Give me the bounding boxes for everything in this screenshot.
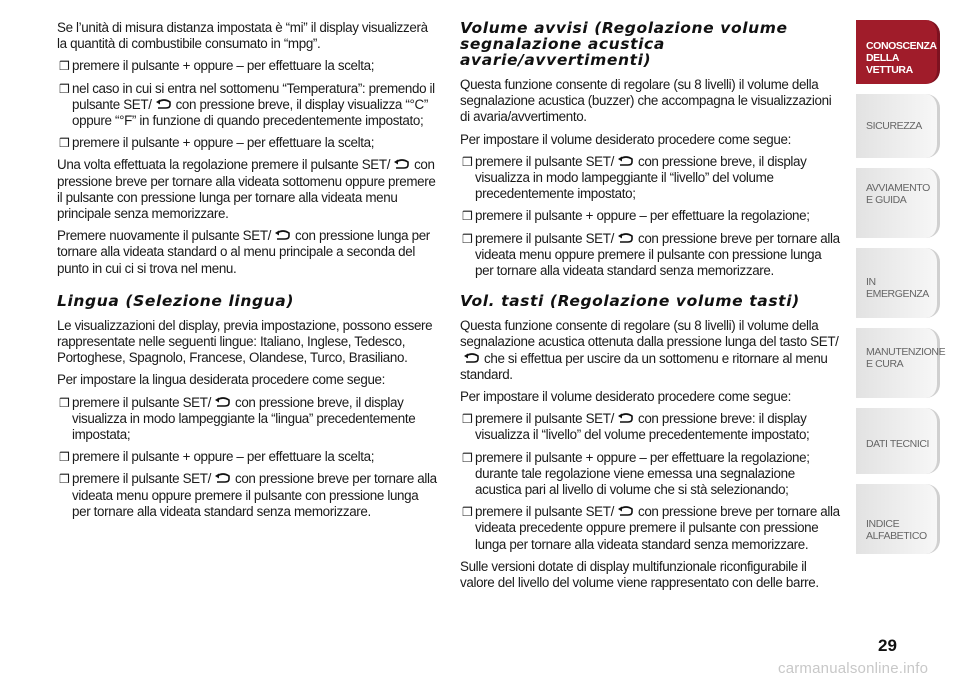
- return-arrow-icon: [213, 397, 233, 408]
- right-column: [460, 20, 842, 597]
- paragraph: Per impostare il volume desiderato procedere come segue:: [460, 389, 791, 405]
- checkbox-bullet-icon: ❒: [59, 59, 70, 74]
- checkbox-bullet-icon: ❒: [462, 154, 473, 169]
- list-item: ❒ premere il pulsante SET/ con pressione breve per tornare alla videata precedente oppure premere il pulsante con pressione lunga per tornare alla videata standard senza memorizzare.: [462, 504, 840, 552]
- list-item: ❒ premere il pulsante + oppure – per effettuare la regolazione;: [462, 208, 810, 224]
- checkbox-bullet-icon: ❒: [462, 412, 473, 427]
- tab-sicurezza[interactable]: SICUREZZA: [856, 94, 940, 158]
- paragraph: Per impostare la lingua desiderata procedere come segue:: [57, 372, 386, 388]
- list-item: ❒ premere il pulsante SET/ con pressione breve per tornare alla videata menu oppure premere il pulsante con pressione lunga per tornare alla videata standard senza memorizzare.: [59, 471, 437, 519]
- tab-conoscenza-della-vettura[interactable]: CONOSCENZA DELLA VETTURA: [856, 20, 940, 84]
- paragraph: Questa funzione consente di regolare (su 8 livelli) il volume della segnalazione acustica ottenuta dalla pressione lunga del tasto SET/ che si effettua per uscire da un sottomenu e ritornare al menu standard.: [460, 318, 839, 382]
- paragraph: Per impostare il volume desiderato procedere come segue:: [460, 131, 791, 147]
- checkbox-bullet-icon: ❒: [59, 81, 70, 96]
- list-item: ❒ premere il pulsante + oppure – per effettuare la scelta;: [59, 135, 375, 151]
- return-arrow-icon: [616, 156, 636, 167]
- return-arrow-icon: [213, 473, 233, 484]
- return-arrow-icon: [616, 506, 636, 517]
- checkbox-bullet-icon: ❒: [462, 450, 473, 465]
- list-item: ❒ premere il pulsante + oppure – per effettuare la scelta;: [59, 449, 375, 465]
- left-column: [57, 20, 439, 526]
- return-arrow-icon: [273, 230, 293, 241]
- section-heading: Volume avvisi (Regolazione volume segnalazione acustica avarie/avvertimenti): [460, 19, 788, 69]
- list-item: ❒ premere il pulsante SET/ con pressione breve, il display visualizza in modo lampeggiante il “livello” del volume precedentemente impostato;: [462, 153, 807, 202]
- return-arrow-icon: [462, 353, 482, 364]
- list-item: ❒ premere il pulsante + oppure – per effettuare la scelta;: [59, 58, 375, 74]
- page-number: 29: [878, 636, 897, 655]
- paragraph: Questa funzione consente di regolare (su 8 livelli) il volume della segnalazione acustica (buzzer) che accompagna le visualizzazioni di avaria/avvertimento.: [460, 77, 832, 125]
- checkbox-bullet-icon: ❒: [462, 505, 473, 520]
- list-item: ❒ premere il pulsante SET/ con pressione breve, il display visualizza in modo lampeggiante la “lingua” precedentemente impostata;: [59, 394, 416, 443]
- paragraph: Le visualizzazioni del display, previa impostazione, possono essere rappresentate nelle seguenti lingue: Italiano, Inglese, Tedesco, Portoghese, Spagnolo, Francese, Olandese, Turco, Brasiliano.: [57, 317, 433, 366]
- list-item: ❒ nel caso in cui si entra nel sottomenu “Temperatura”: premendo il pulsante SET/ con pressione breve, il display visualizza “°C” oppure “°F” in funzione di quando precedentemente impostato;: [59, 80, 435, 129]
- checkbox-bullet-icon: ❒: [59, 472, 70, 487]
- checkbox-bullet-icon: ❒: [59, 136, 70, 151]
- checkbox-bullet-icon: ❒: [462, 209, 473, 224]
- tab-dati-tecnici[interactable]: DATI TECNICI: [856, 408, 940, 474]
- list-item: ❒ premere il pulsante + oppure – per effettuare la regolazione; durante tale regolazione viene emessa una segnalazione acustica pari al livello di volume che si stà selezionando;: [462, 449, 810, 498]
- return-arrow-icon: [616, 413, 636, 424]
- return-arrow-icon: [154, 99, 174, 110]
- paragraph: Premere nuovamente il pulsante SET/ con pressione lunga per tornare alla videata standard o al menu principale a seconda del punto in cui ci si trova nel menu.: [57, 228, 430, 276]
- list-item: ❒ premere il pulsante SET/ con pressione breve per tornare alla videata menu oppure premere il pulsante con pressione lunga per tornare alla videata standard senza memorizzare.: [462, 230, 840, 279]
- list-item: ❒ premere il pulsante SET/ con pressione breve: il display visualizza il “livello” del volume precedentemente impostato;: [462, 411, 810, 443]
- return-arrow-icon: [392, 159, 412, 170]
- checkbox-bullet-icon: ❒: [462, 231, 473, 246]
- checkbox-bullet-icon: ❒: [59, 395, 70, 410]
- paragraph: Una volta effettuata la regolazione premere il pulsante SET/ con pressione breve per tornare alla videata sottomenu oppure premere il pulsante con pressione lunga per tornare alla videata menu principale senza memorizzare.: [57, 157, 436, 222]
- chapter-tabs: [856, 20, 946, 564]
- paragraph: Sulle versioni dotate di display multifunzionale riconfigurabile il valore del livello del volume viene rappresentato con delle barre.: [460, 558, 819, 591]
- checkbox-bullet-icon: ❒: [59, 450, 70, 465]
- tab-in-emergenza[interactable]: IN EMERGENZA: [856, 248, 940, 318]
- tab-avviamento-e-guida[interactable]: AVVIAMENTO E GUIDA: [856, 168, 940, 238]
- section-heading: Vol. tasti (Regolazione volume tasti): [460, 292, 800, 311]
- tab-indice-alfabetico[interactable]: INDICE ALFABETICO: [856, 484, 940, 554]
- watermark: carmanualsonline.info: [778, 660, 929, 677]
- paragraph: Se l’unità di misura distanza impostata è “mi” il display visualizzerà la quantità di combustibile consumato in “mpg”.: [57, 20, 428, 52]
- return-arrow-icon: [616, 233, 636, 244]
- section-heading: Lingua (Selezione lingua): [57, 291, 295, 310]
- tab-manutenzione-e-cura[interactable]: MANUTENZIONE E CURA: [856, 328, 940, 398]
